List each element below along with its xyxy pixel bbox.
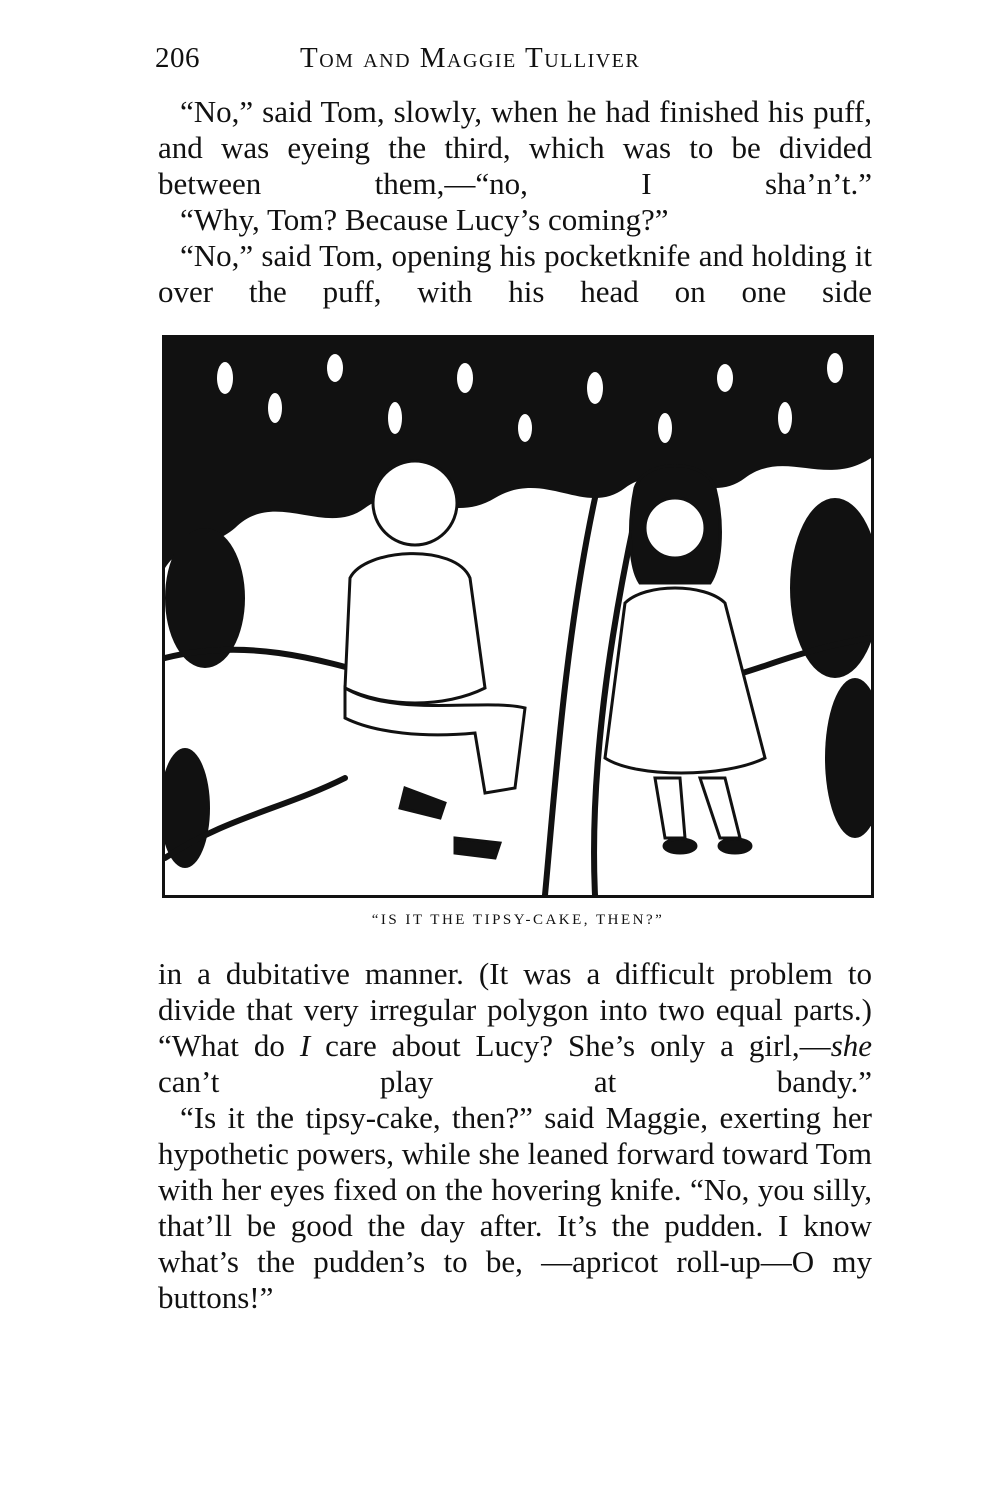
running-head xyxy=(155,42,875,82)
emphasis: I xyxy=(299,1028,311,1063)
paragraph xyxy=(158,956,872,1100)
emphasis: she xyxy=(830,1028,873,1063)
paragraph: “Why, Tom? Because Lucy’s coming?” xyxy=(180,202,669,237)
passage-bottom xyxy=(158,956,872,1316)
text-run: in a dubitative manner. (It was a difficult problem to divide that very irregular polygon into two equal parts.) “What do xyxy=(158,956,872,1063)
passage-top xyxy=(158,94,872,310)
paragraph: “No,” said Tom, opening his pocketknife and holding it over the puff, with his head on one side xyxy=(158,238,872,309)
paragraph: “No,” said Tom, slowly, when he had finished his puff, and was eyeing the third, which was to be divided between them,—“no, I sha’n’t.” xyxy=(158,94,872,201)
page-number: 206 xyxy=(155,42,200,74)
book-title: Tom and Maggie Tulliver xyxy=(300,42,641,74)
illustration-drawing xyxy=(165,338,871,895)
paragraph: “Is it the tipsy-cake, then?” said Maggie, exerting her hypothetic powers, while she leaned forward toward Tom with her eyes fixed on the hovering knife. “No, you silly, that’ll be good the day after. It’s the pudden. I know what’s the pudden’s to be, —apricot roll-up—O my buttons!” xyxy=(158,1100,872,1315)
illustration-tom-and-maggie-in-tree xyxy=(162,335,874,898)
text-run: can’t play at bandy.” xyxy=(158,1064,872,1099)
illustration-caption: “IS IT THE TIPSY-CAKE, THEN?” xyxy=(371,912,665,928)
text-run: care about Lucy? She’s only a girl,— xyxy=(310,1028,831,1063)
